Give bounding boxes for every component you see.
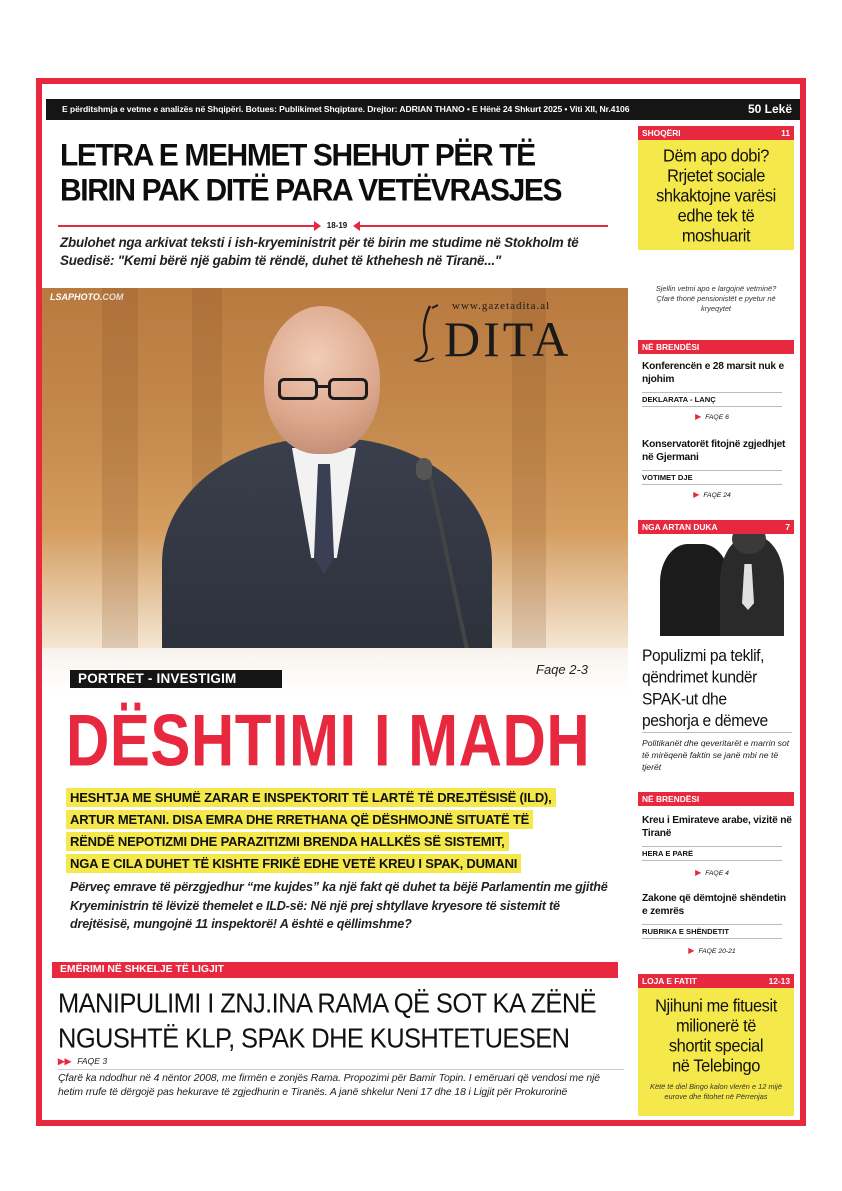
dita-logo bbox=[400, 298, 612, 368]
arrow-icon: ▶ bbox=[695, 412, 702, 421]
lens-shape bbox=[328, 378, 368, 400]
teaser-line: moshuarit bbox=[681, 226, 751, 246]
shoqeri-note: Sjellin vetmi apo e largojnë vetminë? Çfarë thonë pensionistët e pyetur në kryeqytet bbox=[655, 284, 777, 313]
wall-panel bbox=[102, 288, 138, 692]
highlight-block bbox=[66, 788, 626, 876]
highlight-line: NGA E CILA DUHET TË KISHTE FRIKË EDHE VETË KREU I SPAK, DUMANI bbox=[66, 854, 521, 873]
loja-teaser[interactable] bbox=[638, 988, 794, 1116]
lead-headline[interactable] bbox=[60, 138, 620, 207]
section-bar-duka bbox=[638, 520, 794, 534]
duka-title-line: SPAK-ut dhe bbox=[642, 690, 727, 709]
page-ref: FAQE 20-21 bbox=[698, 948, 736, 955]
portret-deck: Përveç emrave të përzgjedhur “me kujdes” ka një fakt që duhet ta bëjë Parlamentin me gjithë Kryeministrin të lëvizë themelet e ILD-së: Në një prej shtyllave kryesore të sistemit të drejtësisë, mungojnë 11 inspektorë! A është e qëllimshme? bbox=[70, 880, 608, 931]
teaser-line: Rrjetet sociale bbox=[667, 166, 765, 186]
photo-credit: LSAPHOTO.COM bbox=[50, 292, 124, 302]
duka-title-line: Populizmi pa teklif, bbox=[642, 647, 765, 666]
section-label: LOJA E FATIT bbox=[642, 976, 697, 986]
glasses-shape bbox=[278, 378, 370, 402]
inside-item-tag: RUBRIKA E SHËNDETIT bbox=[642, 924, 782, 939]
teaser-line: në Telebingo bbox=[672, 1056, 760, 1076]
double-arrow-icon: ▶▶ bbox=[58, 1056, 72, 1066]
duka-desc: Politikanët dhe qeveritarët e marrin sot të mirëqenë faktin se janë mbi ne të tjerët bbox=[642, 732, 792, 773]
inside-item-tag: VOTIMET DJE bbox=[642, 470, 782, 485]
inside-item-tag: HERA E PARË bbox=[642, 846, 782, 861]
section-page: 11 bbox=[781, 128, 790, 138]
section-page: 7 bbox=[785, 522, 790, 532]
bottom-headline-line: NGUSHTË KLP, SPAK DHE KUSHTETUESEN bbox=[58, 1023, 570, 1055]
section-bar-loja bbox=[638, 974, 794, 988]
section-bar-brendesi: NË BRENDËSI bbox=[638, 792, 794, 806]
inside-item-page bbox=[642, 868, 782, 877]
inside-item-tag: DEKLARATA - LANÇ bbox=[642, 392, 782, 407]
section-page: 12-13 bbox=[768, 976, 790, 986]
lens-shape bbox=[278, 378, 318, 400]
duka-title-line: qëndrimet kundër bbox=[642, 668, 757, 688]
front-page-frame bbox=[36, 78, 806, 1126]
arrow-icon: ▶ bbox=[693, 490, 700, 499]
teaser-line: Dëm apo dobi? bbox=[663, 146, 769, 166]
page-ref: FAQE 6 bbox=[705, 414, 729, 421]
teaser-line: shortit special bbox=[668, 1036, 764, 1056]
highlight-line: ARTUR METANI. DISA EMRA DHE RRETHANA QË DËSHMOJNË SITUATË TË bbox=[66, 810, 533, 829]
loja-note: Këtë të diel Bingo kalon vlerën e 12 mijë eurove dhe fitohet në Përrenjas bbox=[650, 1082, 782, 1101]
bottom-story-body: Çfarë ka ndodhur në 4 nëntor 2008, me firmën e zonjës Rama. Propozimi për Bamir Topin. I emëruari që vendosi me një hetim rrufe të dërgojë pas hekurave të zgjedhurin e Tiranës. A janë shkelur Neni 17 dhe 18 i Ligjit për Prokurorinë bbox=[58, 1073, 600, 1098]
section-bar-shoqeri bbox=[638, 126, 794, 140]
shoqeri-teaser[interactable] bbox=[638, 140, 794, 250]
inside-item-title[interactable]: Kreu i Emirateve arabe, vizitë në Tiranë bbox=[642, 815, 792, 839]
inside-item-page bbox=[642, 490, 782, 499]
inside-item-title[interactable]: Konservatorët fitojnë zgjedhjet në Gjermani bbox=[642, 439, 786, 463]
teaser-line: milionerë të bbox=[676, 1016, 756, 1036]
section-bar-brendesi: NË BRENDËSI bbox=[638, 340, 794, 354]
duka-title[interactable] bbox=[642, 646, 792, 732]
photo-pages: Faqe 2-3 bbox=[536, 662, 589, 677]
lead-deck: Zbulohet nga arkivat teksti i ish-kryeministrit për të birin me studime në Stokholm të Suedisë: "Kemi bërë një gabim të rëndë, duhet të kthehesh në Tiranë..." bbox=[60, 235, 579, 268]
arrow-icon: ▶ bbox=[695, 868, 702, 877]
bottom-headline-line: MANIPULIMI I ZNJ.INA RAMA QË SOT KA ZËNË bbox=[58, 988, 597, 1019]
masthead-bar bbox=[46, 99, 800, 120]
masthead-info: E përditshmja e vetme e analizës në Shqipëri. Botues: Publikimet Shqiptare. Drejtor: ADRIAN THANO • E Hënë 24 Shkurt 2025 • Viti XII, Nr.4106 bbox=[62, 104, 630, 114]
bottom-story-page bbox=[58, 1056, 624, 1070]
duka-title-line: peshorja e dëmeve bbox=[642, 711, 768, 731]
main-title[interactable]: DËSHTIMI I MADH bbox=[66, 699, 591, 782]
highlight-line: RËNDË NEPOTIZMI DHE PARAZITIZMI BRENDA HALLKËS SË SISTEMIT, bbox=[66, 832, 509, 851]
page-ref: FAQE 4 bbox=[705, 870, 729, 877]
front-page bbox=[42, 84, 800, 1120]
lead-headline-line: LETRA E MEHMET SHEHUT PËR TË bbox=[60, 138, 535, 173]
logo-name: DITA bbox=[444, 311, 572, 367]
lead-headline-line: BIRIN PAK DITË PARA VETËVRASJES bbox=[60, 173, 562, 208]
logo-url: www.gazetadita.al bbox=[452, 300, 551, 312]
teaser-line: shkaktojne varësi bbox=[656, 186, 776, 206]
duka-illustration bbox=[638, 534, 794, 636]
lead-pages-badge: 18-19 bbox=[314, 218, 360, 234]
portret-label: PORTRET - INVESTIGIM bbox=[70, 670, 282, 688]
inside-item-title[interactable]: Konferencën e 28 marsit nuk e njohim bbox=[642, 361, 784, 385]
arrow-icon: ▶ bbox=[688, 946, 695, 955]
quill-icon bbox=[410, 304, 444, 364]
inside-item-page bbox=[642, 946, 782, 955]
cover-photo bbox=[42, 288, 628, 692]
teaser-line: Njihuni me fituesit bbox=[655, 996, 777, 1016]
inside-item-page bbox=[642, 412, 782, 421]
inside-item-title[interactable]: Zakone që dëmtojnë shëndetin e zemrës bbox=[642, 893, 786, 917]
price-label: 50 Lekë bbox=[747, 102, 792, 116]
teaser-line: edhe tek të bbox=[677, 206, 755, 226]
section-label: SHOQËRI bbox=[642, 128, 681, 138]
microphone-icon bbox=[416, 458, 432, 480]
section-label: NGA ARTAN DUKA bbox=[642, 522, 718, 532]
page-ref: FAQE 24 bbox=[703, 492, 731, 499]
bottom-story-label: EMËRIMI NË SHKELJE TË LIGJIT bbox=[52, 962, 618, 978]
page-ref: FAQE 3 bbox=[77, 1056, 108, 1066]
highlight-line: HESHTJA ME SHUMË ZARAR E INSPEKTORIT TË LARTË TË DREJTËSISË (ILD), bbox=[66, 788, 556, 807]
bottom-story-headline[interactable] bbox=[58, 986, 624, 1056]
